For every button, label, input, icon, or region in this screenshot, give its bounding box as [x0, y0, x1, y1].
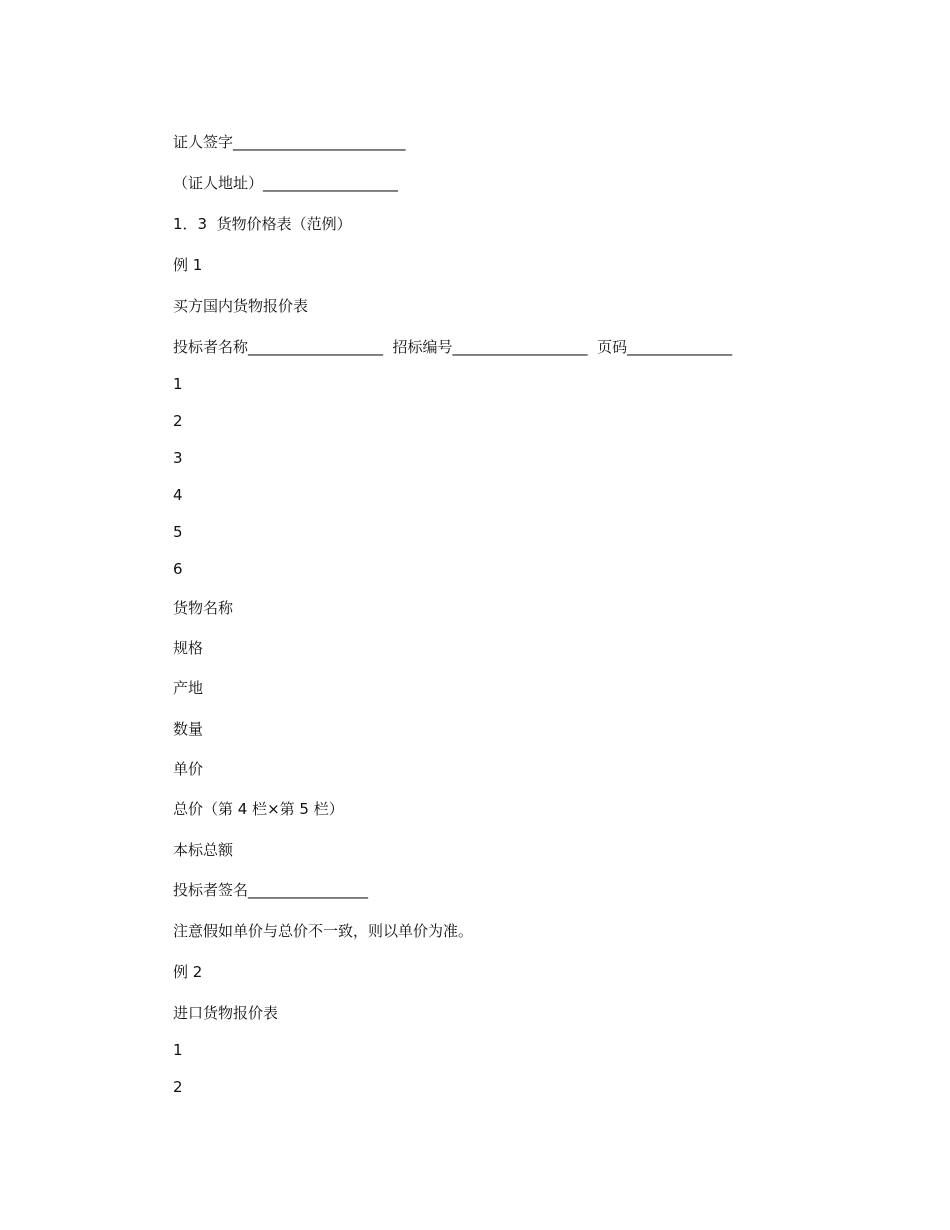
domestic-quote-title: 买方国内货物报价表: [173, 297, 309, 315]
column-number-1: 1: [173, 375, 183, 393]
column-number-2: 2: [173, 412, 183, 430]
column-origin: 产地: [173, 679, 204, 697]
example-2-label: 例 2: [173, 963, 203, 981]
witness-signature-line: 证人签字_______________________: [173, 133, 406, 151]
column-goods-name: 货物名称: [173, 599, 234, 617]
bidder-info-line: 投标者名称__________________ 招标编号__________________ 页码______________: [173, 338, 733, 356]
column-unit-price: 单价: [173, 760, 204, 778]
import-column-number-2: 2: [173, 1078, 183, 1096]
column-number-6: 6: [173, 560, 183, 578]
section-heading: 1．3 货物价格表（范例）: [173, 215, 352, 233]
column-specification: 规格: [173, 639, 204, 657]
import-quote-title: 进口货物报价表: [173, 1004, 279, 1022]
column-total-price: 总价（第 4 栏×第 5 栏）: [173, 800, 344, 818]
witness-address-line: （证人地址）__________________: [173, 174, 399, 192]
bid-total-amount: 本标总额: [173, 841, 234, 859]
column-number-4: 4: [173, 486, 183, 504]
bidder-signature-line: 投标者签名________________: [173, 881, 369, 899]
example-1-label: 例 1: [173, 256, 203, 274]
note-text: 注意假如单价与总价不一致，则以单价为准。: [173, 922, 474, 940]
column-number-5: 5: [173, 523, 183, 541]
column-quantity: 数量: [173, 720, 204, 738]
column-number-3: 3: [173, 449, 183, 467]
import-column-number-1: 1: [173, 1041, 183, 1059]
